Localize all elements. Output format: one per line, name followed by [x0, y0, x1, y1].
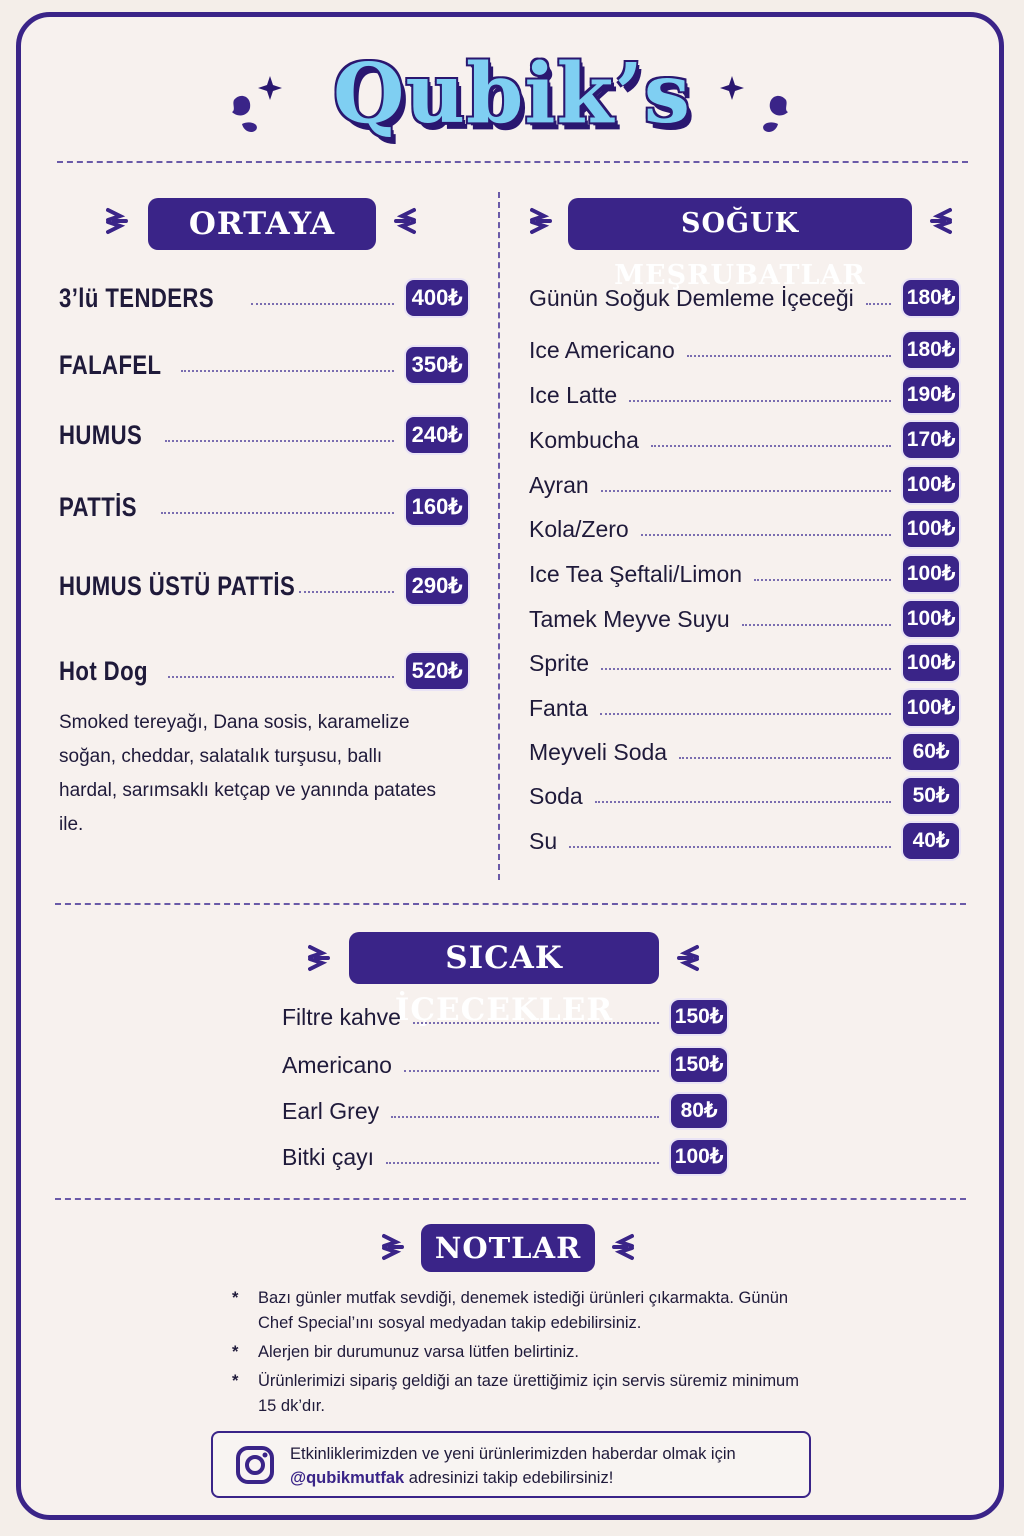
- leader-dots: [651, 445, 891, 447]
- leader-dots: [165, 440, 394, 442]
- menu-item: [529, 733, 959, 771]
- price-badge: 180₺: [903, 332, 959, 368]
- leader-dots: [754, 579, 891, 581]
- item-name: Earl Grey: [282, 1097, 380, 1124]
- chevron-right-icon: [928, 206, 952, 236]
- leader-dots: [161, 512, 394, 514]
- logo-area: [0, 40, 1024, 150]
- price-badge: 350₺: [406, 347, 468, 383]
- leader-dots: [601, 668, 891, 670]
- note-text: Alerjen bir durumunuz varsa lütfen belirtiniz.: [258, 1343, 579, 1361]
- price-badge: 400₺: [406, 280, 468, 316]
- leader-dots: [386, 1162, 659, 1164]
- leader-dots: [601, 490, 891, 492]
- leader-dots: [629, 400, 891, 402]
- item-name: Kola/Zero: [529, 515, 629, 542]
- item-name: HUMUS ÜSTÜ PATTİS: [59, 570, 296, 601]
- item-name: Filtre kahve: [282, 1003, 401, 1030]
- chevron-right-icon: [610, 1232, 634, 1262]
- leader-dots: [168, 676, 394, 678]
- menu-item: [529, 689, 959, 727]
- item-name: Kombucha: [529, 426, 639, 453]
- note-text: Ürünlerimizi sipariş geldiği an taze ürettiğimiz için servis süremiz minimum 15 dk’dır.: [258, 1372, 799, 1415]
- note-item: [232, 1286, 812, 1336]
- menu-item: [529, 644, 959, 682]
- note-text: Bazı günler mutfak sevdiği, denemek istediği ürünleri çıkarmakta. Günün Chef Special’ını sosyal medyadan takip edebilirsiniz.: [258, 1289, 789, 1332]
- price-badge: 100₺: [671, 1140, 727, 1174]
- menu-item: [529, 466, 959, 504]
- menu-item: [59, 346, 468, 384]
- divider-middle: [55, 903, 966, 905]
- item-name: 3’lü TENDERS: [59, 282, 215, 313]
- bullet-icon: *: [232, 1289, 239, 1307]
- item-name: Ice Americano: [529, 336, 675, 363]
- menu-item: [282, 1092, 727, 1130]
- price-badge: 50₺: [903, 778, 959, 814]
- price-badge: 190₺: [903, 377, 959, 413]
- price-badge: 40₺: [903, 823, 959, 859]
- leader-dots: [866, 303, 891, 305]
- divider-bottom: [55, 1198, 966, 1200]
- section-title-sicak: SICAK İÇECEKLER: [349, 932, 659, 984]
- right-splash-icon: [714, 68, 794, 138]
- menu-item: [529, 555, 959, 593]
- hotdog-description: Smoked tereyağı, Dana sosis, karamelize soğan, cheddar, salatalık turşusu, ballı hardal, sarımsaklı ketçap ve yanında patates ile.: [59, 712, 437, 835]
- menu-item: [529, 376, 959, 414]
- leader-dots: [687, 355, 891, 357]
- section-title-ortaya: ORTAYA: [148, 198, 376, 250]
- bullet-icon: *: [232, 1343, 239, 1361]
- leader-dots: [641, 534, 891, 536]
- item-name: HUMUS: [59, 419, 143, 450]
- leader-dots: [569, 846, 891, 848]
- price-badge: 520₺: [406, 653, 468, 689]
- price-badge: 100₺: [903, 601, 959, 637]
- menu-item: [529, 600, 959, 638]
- price-badge: 170₺: [903, 422, 959, 458]
- chevron-left-icon: [382, 1232, 406, 1262]
- leader-dots: [251, 303, 394, 305]
- instagram-icon: [235, 1445, 275, 1485]
- item-name: Hot Dog: [59, 655, 148, 686]
- instagram-line2-rest: adresinizi takip edebilirsiniz!: [404, 1469, 614, 1487]
- leader-dots: [600, 713, 891, 715]
- item-name: Sprite: [529, 649, 590, 676]
- menu-item: [529, 510, 959, 548]
- item-name: Tamek Meyve Suyu: [529, 605, 730, 632]
- menu-item: [59, 567, 468, 605]
- item-name: Meyveli Soda: [529, 738, 668, 765]
- item-name: PATTİS: [59, 491, 137, 522]
- instagram-box: [211, 1431, 811, 1498]
- price-badge: 180₺: [903, 280, 959, 316]
- price-badge: 100₺: [903, 511, 959, 547]
- bullet-icon: *: [232, 1372, 239, 1390]
- menu-item: [59, 488, 468, 526]
- logo-text: Qubik’s: [332, 46, 692, 142]
- item-name: Americano: [282, 1051, 392, 1078]
- leader-dots: [413, 1022, 659, 1024]
- leader-dots: [679, 757, 891, 759]
- instagram-handle[interactable]: @qubikmutfak: [290, 1469, 405, 1487]
- item-name: Fanta: [529, 694, 588, 721]
- price-badge: 80₺: [671, 1094, 727, 1128]
- note-item: [232, 1369, 812, 1419]
- instagram-line1: Etkinliklerimizden ve yeni ürünlerimizden haberdar olmak için: [290, 1445, 736, 1463]
- price-badge: 60₺: [903, 734, 959, 770]
- divider-vertical: [498, 192, 500, 880]
- item-name: FALAFEL: [59, 349, 162, 380]
- item-name: Ice Latte: [529, 381, 618, 408]
- leader-dots: [299, 591, 394, 593]
- menu-item: [529, 822, 959, 860]
- note-item: [232, 1340, 812, 1365]
- chevron-left-icon: [308, 943, 332, 973]
- instagram-line2: [290, 1466, 736, 1490]
- item-name: Ayran: [529, 471, 589, 498]
- leader-dots: [181, 370, 394, 372]
- price-badge: 150₺: [671, 1048, 727, 1082]
- chevron-right-icon: [675, 943, 699, 973]
- price-badge: 150₺: [671, 1000, 727, 1034]
- menu-item: [529, 331, 959, 369]
- left-splash-icon: [226, 68, 306, 138]
- item-name: Su: [529, 827, 558, 854]
- menu-item: [282, 1046, 727, 1084]
- menu-item: [59, 652, 468, 690]
- leader-dots: [742, 624, 891, 626]
- section-title-soguk: SOĞUK MEŞRUBATLAR: [568, 198, 912, 250]
- menu-item: [529, 421, 959, 459]
- leader-dots: [595, 801, 891, 803]
- divider-top: [57, 161, 968, 163]
- item-name: Ice Tea Şeftali/Limon: [529, 560, 743, 587]
- leader-dots: [391, 1116, 659, 1118]
- menu-item: [529, 279, 959, 317]
- chevron-left-icon: [106, 206, 130, 236]
- item-name: Günün Soğuk Demleme İçeceği: [529, 284, 854, 311]
- price-badge: 100₺: [903, 467, 959, 503]
- menu-item: [282, 1138, 727, 1176]
- notes-list: [232, 1286, 812, 1423]
- leader-dots: [404, 1070, 659, 1072]
- price-badge: 100₺: [903, 690, 959, 726]
- price-badge: 240₺: [406, 417, 468, 453]
- section-title-notlar: NOTLAR: [421, 1224, 595, 1272]
- price-badge: 160₺: [406, 489, 468, 525]
- menu-item: [529, 777, 959, 815]
- chevron-left-icon: [530, 206, 554, 236]
- price-badge: 100₺: [903, 556, 959, 592]
- item-name: Soda: [529, 782, 583, 809]
- instagram-text: [290, 1442, 736, 1490]
- item-name: Bitki çayı: [282, 1143, 375, 1170]
- menu-item: [59, 416, 468, 454]
- menu-item: [282, 998, 727, 1036]
- chevron-right-icon: [392, 206, 416, 236]
- price-badge: 100₺: [903, 645, 959, 681]
- menu-item: [59, 279, 468, 317]
- price-badge: 290₺: [406, 568, 468, 604]
